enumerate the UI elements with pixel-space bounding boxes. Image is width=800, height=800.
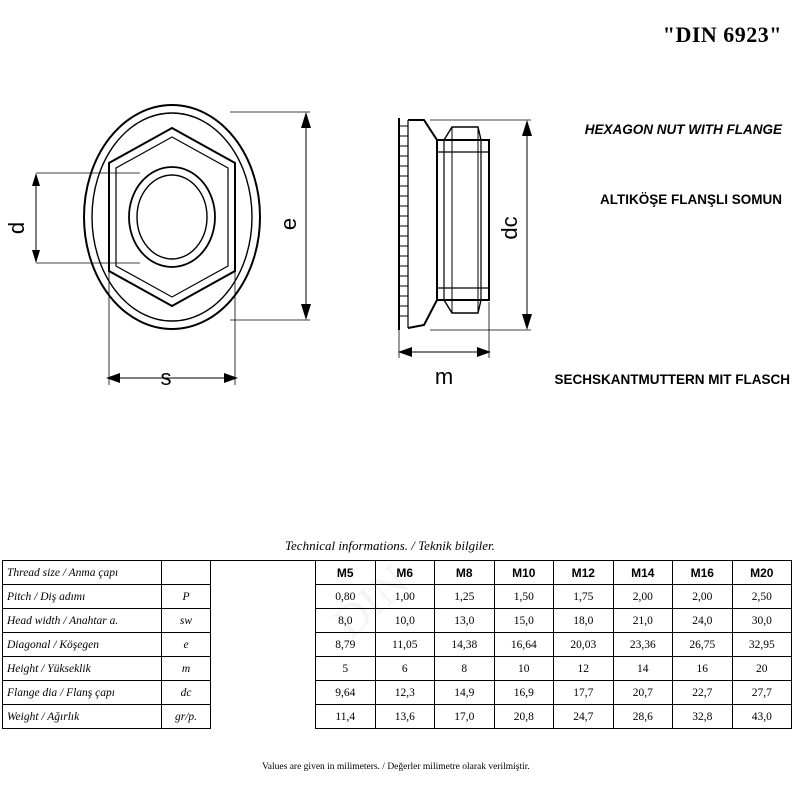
cell-value: 30,0	[732, 609, 792, 633]
cell-value: 20	[732, 657, 792, 681]
dim-s-arrow-right	[224, 373, 238, 383]
row-symbol-diagonal: e	[162, 633, 211, 657]
size-m20: M20	[732, 561, 792, 585]
label-d: d	[4, 221, 29, 235]
side-chamfer-bottom	[444, 300, 481, 313]
cell-value: 27,7	[732, 681, 792, 705]
cell-value: 18,0	[554, 609, 614, 633]
cell-value: 17,0	[435, 705, 495, 729]
cell-value: 20,7	[613, 681, 673, 705]
flange-outline-front	[84, 105, 260, 329]
table-row	[3, 633, 792, 657]
side-flange-profile	[408, 120, 437, 328]
row-gap-cell	[211, 609, 316, 633]
cell-value: 8,0	[316, 609, 376, 633]
cell-value: 17,7	[554, 681, 614, 705]
cell-value: 14,38	[435, 633, 495, 657]
label-e: e	[276, 217, 301, 231]
dim-s-arrow-left	[106, 373, 120, 383]
dim-dc-arrow-bottom	[522, 314, 532, 330]
row-gap-cell	[211, 657, 316, 681]
side-chamfer-top	[444, 127, 481, 140]
label-s: s	[160, 365, 172, 390]
cell-value: 0,80	[316, 585, 376, 609]
header-symbol-cell	[162, 561, 211, 585]
row-gap-cell	[211, 705, 316, 729]
cell-value: 2,00	[673, 585, 733, 609]
cell-value: 2,50	[732, 585, 792, 609]
cell-value: 20,03	[554, 633, 614, 657]
hexagon-outline	[109, 128, 235, 306]
table-row	[3, 705, 792, 729]
cell-value: 16,9	[494, 681, 554, 705]
row-symbol-weight: gr/p.	[162, 705, 211, 729]
cell-value: 14,9	[435, 681, 495, 705]
table-row	[3, 609, 792, 633]
cell-value: 16	[673, 657, 733, 681]
dim-d-arrow-bottom	[32, 250, 40, 263]
table-header-row	[3, 561, 792, 585]
cell-value: 6	[375, 657, 435, 681]
dim-e-arrow-top	[301, 112, 311, 128]
table-footnote: Values are given in milimeters. / Değerler milimetre olarak verilmiştir.	[262, 762, 530, 772]
spec-table	[2, 560, 792, 729]
size-m10: M10	[494, 561, 554, 585]
row-label-head-width: Head width / Anahtar a.	[3, 609, 162, 633]
row-symbol-head-width: sw	[162, 609, 211, 633]
thread-inner-circle	[137, 175, 207, 259]
cell-value: 2,00	[613, 585, 673, 609]
cell-value: 26,75	[673, 633, 733, 657]
cell-value: 12,3	[375, 681, 435, 705]
size-m16: M16	[673, 561, 733, 585]
cell-value: 12	[554, 657, 614, 681]
cell-value: 24,7	[554, 705, 614, 729]
row-label-weight: Weight / Ağırlık	[3, 705, 162, 729]
dim-d-arrow-top	[32, 173, 40, 186]
size-m6: M6	[375, 561, 435, 585]
row-symbol-height: m	[162, 657, 211, 681]
row-gap-cell	[211, 633, 316, 657]
cell-value: 16,64	[494, 633, 554, 657]
size-m12: M12	[554, 561, 614, 585]
cell-value: 43,0	[732, 705, 792, 729]
description-turkish: ALTIKÖŞE FLANŞLI SOMUN	[600, 192, 782, 207]
cell-value: 11,4	[316, 705, 376, 729]
cell-value: 13,6	[375, 705, 435, 729]
cell-value: 32,95	[732, 633, 792, 657]
label-m: m	[434, 364, 454, 389]
cell-value: 15,0	[494, 609, 554, 633]
table-row	[3, 681, 792, 705]
label-dc: dc	[497, 216, 522, 240]
cell-value: 24,0	[673, 609, 733, 633]
table-row	[3, 585, 792, 609]
row-label-height: Height / Yükseklik	[3, 657, 162, 681]
table-caption: Technical informations. / Teknik bilgiler.	[285, 538, 495, 553]
row-label-diagonal: Diagonal / Köşegen	[3, 633, 162, 657]
row-gap-cell	[211, 585, 316, 609]
description-german: SECHSKANTMUTTERN MIT FLASCH	[554, 372, 790, 387]
cell-value: 22,7	[673, 681, 733, 705]
cell-value: 1,25	[435, 585, 495, 609]
dim-m-arrow-left	[398, 347, 412, 357]
row-gap-cell	[211, 681, 316, 705]
cell-value: 1,75	[554, 585, 614, 609]
cell-value: 9,64	[316, 681, 376, 705]
dim-dc-arrow-top	[522, 120, 532, 136]
cell-value: 10	[494, 657, 554, 681]
cell-value: 5	[316, 657, 376, 681]
cell-value: 8,79	[316, 633, 376, 657]
flange-serrations	[399, 126, 408, 316]
cell-value: 20,8	[494, 705, 554, 729]
cell-value: 21,0	[613, 609, 673, 633]
size-m5: M5	[316, 561, 376, 585]
dim-e-arrow-bottom	[301, 304, 311, 320]
size-m8: M8	[435, 561, 495, 585]
cell-value: 13,0	[435, 609, 495, 633]
row-symbol-flange-dia: dc	[162, 681, 211, 705]
cell-value: 1,50	[494, 585, 554, 609]
cell-value: 14	[613, 657, 673, 681]
cell-value: 11,05	[375, 633, 435, 657]
hexagon-outline-inner	[116, 137, 228, 297]
thread-outer-circle	[129, 167, 215, 267]
row-symbol-pitch: P	[162, 585, 211, 609]
size-m14: M14	[613, 561, 673, 585]
cell-value: 1,00	[375, 585, 435, 609]
description-english: HEXAGON NUT WITH FLANGE	[584, 122, 782, 137]
standard-title: "DIN 6923"	[662, 22, 782, 47]
table-row	[3, 657, 792, 681]
cell-value: 23,36	[613, 633, 673, 657]
header-gap-cell	[211, 561, 316, 585]
row-label-pitch: Pitch / Diş adımı	[3, 585, 162, 609]
cell-value: 32,8	[673, 705, 733, 729]
spec-table-wrapper	[2, 560, 792, 729]
cell-value: 28,6	[613, 705, 673, 729]
cell-value: 8	[435, 657, 495, 681]
row-label-flange-dia: Flange dia / Flanş çapı	[3, 681, 162, 705]
cell-value: 10,0	[375, 609, 435, 633]
thread-size-label: Thread size / Anma çapı	[3, 561, 162, 585]
